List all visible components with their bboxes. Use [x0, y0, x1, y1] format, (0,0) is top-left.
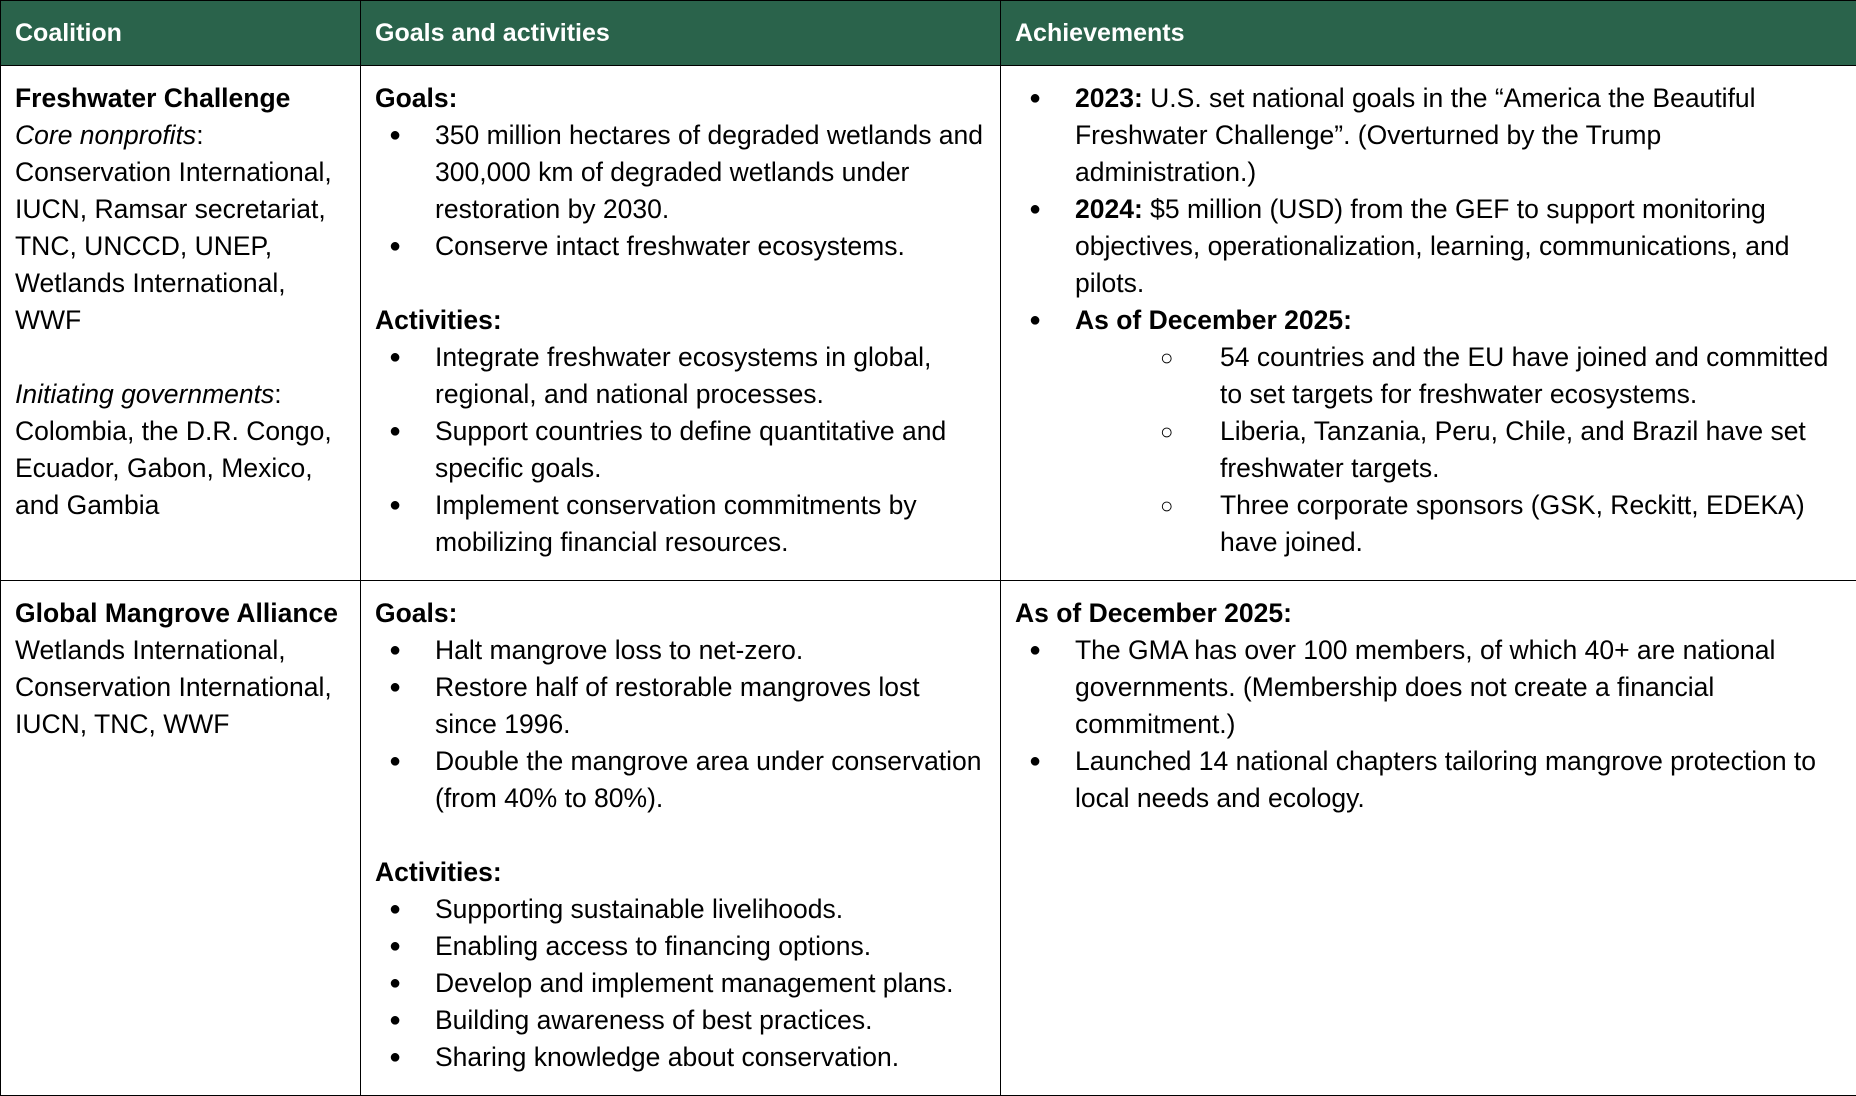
- activities-list: [375, 339, 986, 561]
- achievements-list: [1015, 632, 1842, 817]
- core-label: Core nonprofits: [15, 120, 196, 150]
- list-item: ● Conserve intact freshwater ecosystems.: [375, 228, 986, 265]
- gov-label: Initiating governments: [15, 379, 274, 409]
- list-item: ● Sharing knowledge about conservation.: [375, 1039, 986, 1076]
- core-nonprofits: Core nonprofits:: [15, 117, 346, 154]
- list-item: [1015, 191, 1842, 302]
- gov-list: Colombia, the D.R. Congo, Ecuador, Gabon, Mexico, and Gambia: [15, 413, 346, 524]
- list-item: ● The GMA has over 100 members, of which 40+ are national governments. (Membership does not create a financial commitment.): [1015, 632, 1842, 743]
- achievement-lead: 2023:: [1075, 83, 1143, 113]
- initiating-governments: Initiating governments:: [15, 376, 346, 413]
- list-item: ● Implement conservation commitments by mobilizing financial resources.: [375, 487, 986, 561]
- achievements-cell: [1001, 66, 1856, 581]
- goals-list: [375, 117, 986, 265]
- list-item: ○ 54 countries and the EU have joined and committed to set targets for freshwater ecosystems.: [1160, 339, 1842, 413]
- list-item: ● Enabling access to financing options.: [375, 928, 986, 965]
- list-item: ● Support countries to define quantitative and specific goals.: [375, 413, 986, 487]
- list-item: ● Restore half of restorable mangroves lost since 1996.: [375, 669, 986, 743]
- coalition-name: Global Mangrove Alliance: [15, 595, 346, 632]
- goals-cell: [361, 581, 1001, 1096]
- list-item: ● Building awareness of best practices.: [375, 1002, 986, 1039]
- coalition-cell: [1, 66, 361, 581]
- list-item: ○ Liberia, Tanzania, Peru, Chile, and Brazil have set freshwater targets.: [1160, 413, 1842, 487]
- achievements-heading: As of December 2025:: [1015, 595, 1842, 632]
- list-item: [1015, 80, 1842, 191]
- core-list: Conservation International, IUCN, Ramsar secretariat, TNC, UNCCD, UNEP, Wetlands International, WWF: [15, 154, 346, 339]
- activities-label: Activities:: [375, 302, 986, 339]
- achievement-text: U.S. set national goals in the “America the Beautiful Freshwater Challenge”. (Overturned by the Trump administration.): [1075, 83, 1756, 187]
- list-item: [1015, 302, 1842, 561]
- coalition-name: Freshwater Challenge: [15, 80, 346, 117]
- list-item: ● Launched 14 national chapters tailoring mangrove protection to local needs and ecology.: [1015, 743, 1842, 817]
- members-list: Wetlands International, Conservation International, IUCN, TNC, WWF: [15, 632, 346, 743]
- list-item: ● Integrate freshwater ecosystems in global, regional, and national processes.: [375, 339, 986, 413]
- table-row: [1, 66, 1856, 581]
- goals-list: [375, 632, 986, 817]
- list-item: ● Double the mangrove area under conservation (from 40% to 80%).: [375, 743, 986, 817]
- achievement-text: $5 million (USD) from the GEF to support monitoring objectives, operationalization, learning, communications, and pilots.: [1075, 194, 1789, 298]
- list-item: ● Supporting sustainable livelihoods.: [375, 891, 986, 928]
- achievements-list: [1015, 80, 1842, 561]
- goals-label: Goals:: [375, 595, 986, 632]
- goals-cell: [361, 66, 1001, 581]
- header-row: [1, 1, 1856, 66]
- activities-label: Activities:: [375, 854, 986, 891]
- table-row: [1, 581, 1856, 1096]
- achievements-sublist: [1075, 339, 1842, 561]
- goals-label: Goals:: [375, 80, 986, 117]
- list-item: ○ Three corporate sponsors (GSK, Reckitt, EDEKA) have joined.: [1160, 487, 1842, 561]
- achievement-lead: 2024:: [1075, 194, 1143, 224]
- header-goals: Goals and activities: [361, 1, 1001, 66]
- coalition-cell: [1, 581, 361, 1096]
- activities-list: [375, 891, 986, 1076]
- achievements-cell: [1001, 581, 1856, 1096]
- header-achievements: Achievements: [1001, 1, 1856, 66]
- header-coalition: Coalition: [1, 1, 361, 66]
- list-item: ● Halt mangrove loss to net-zero.: [375, 632, 986, 669]
- list-item: ● Develop and implement management plans.: [375, 965, 986, 1002]
- achievement-lead: As of December 2025:: [1075, 305, 1352, 335]
- list-item: ● 350 million hectares of degraded wetlands and 300,000 km of degraded wetlands under restoration by 2030.: [375, 117, 986, 228]
